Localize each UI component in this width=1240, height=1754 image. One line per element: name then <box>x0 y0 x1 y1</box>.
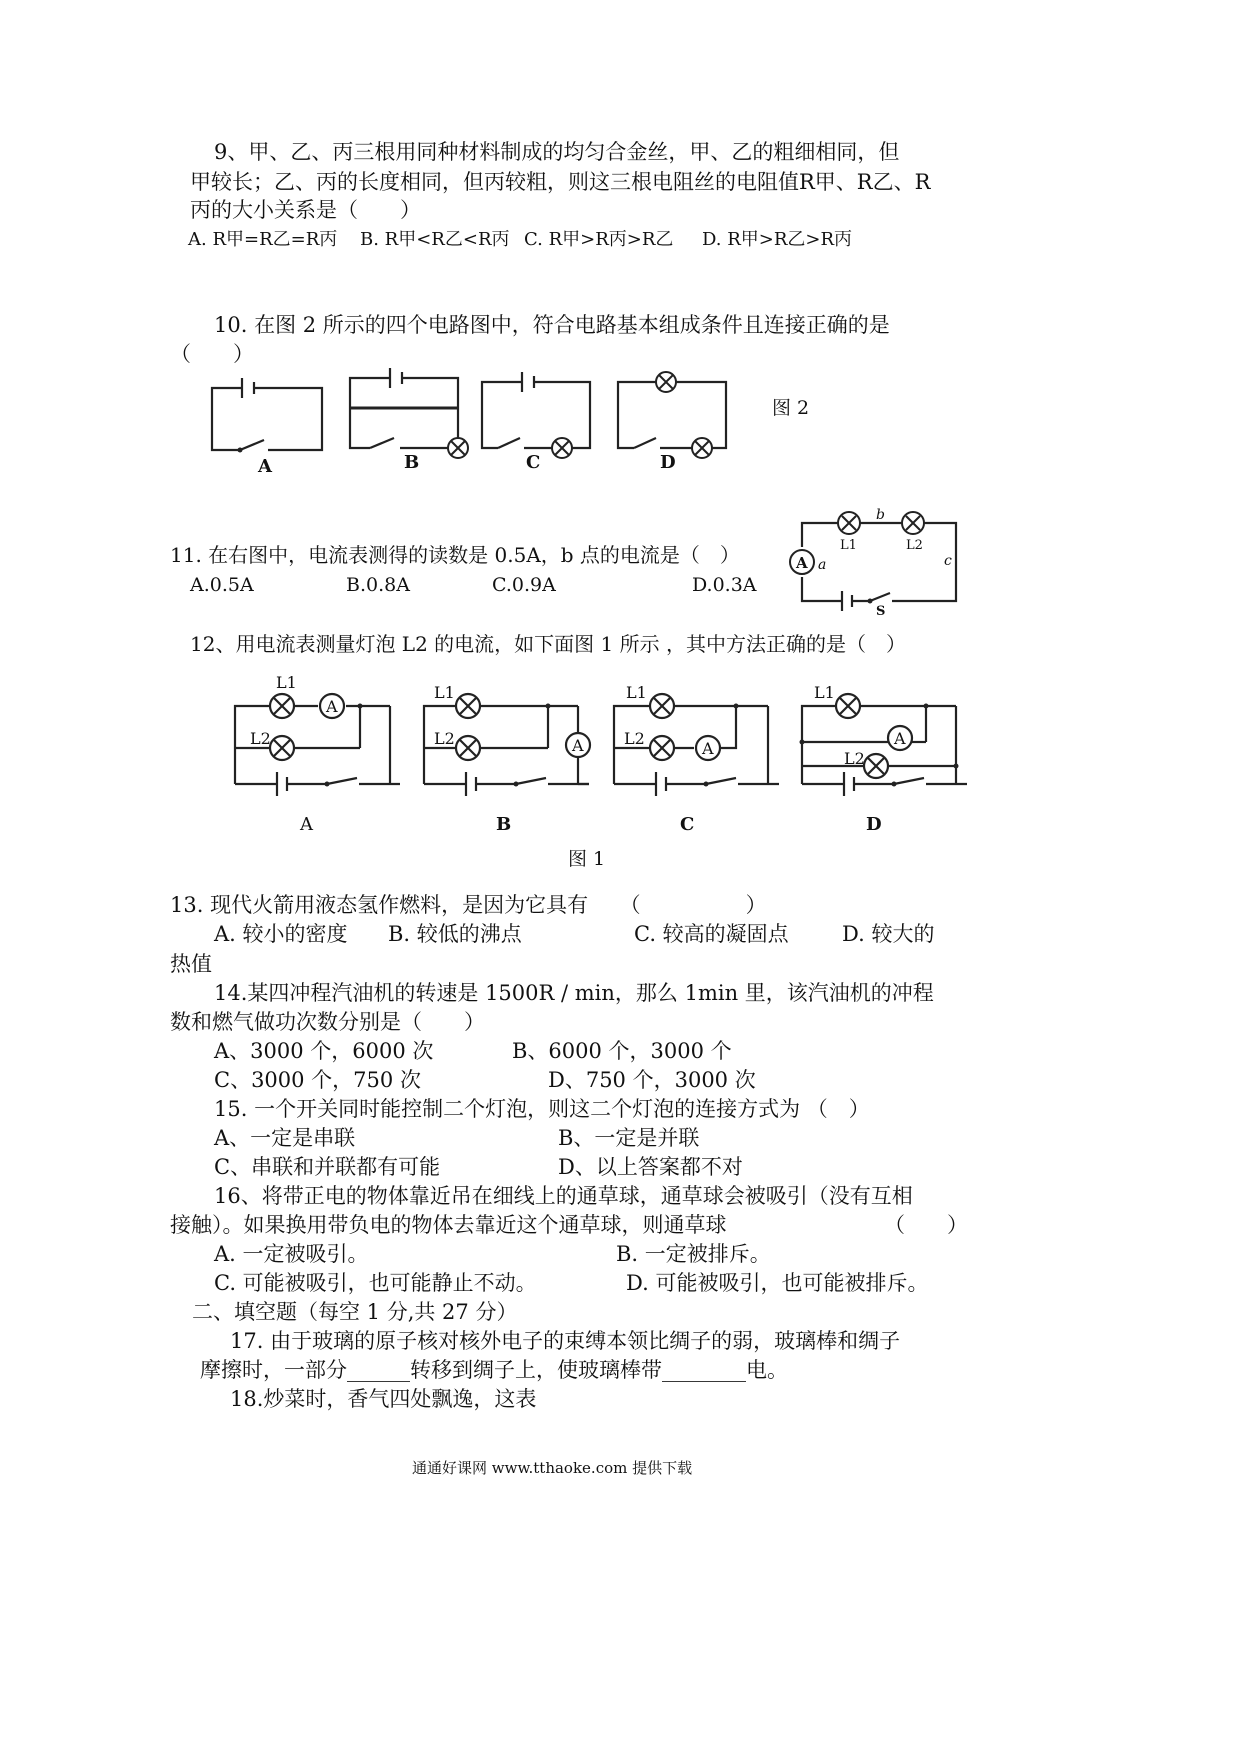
q9-line3: 丙的大小关系是（ ） <box>190 198 421 222</box>
q14-line1: 14.某四冲程汽油机的转速是 1500R / min，那么 1min 里，该汽油机的冲程 <box>214 981 934 1005</box>
q14-option-d: D、750 个，3000 次 <box>548 1068 756 1092</box>
q9-option-b: B. R甲<R乙<R丙 <box>360 229 510 250</box>
fig1-caption: 图 1 <box>568 848 606 870</box>
q14-option-c: C、3000 个，750 次 <box>214 1068 421 1092</box>
q14-option-b: B、6000 个，3000 个 <box>512 1039 732 1063</box>
fig1-d-l1: L1 <box>814 683 835 702</box>
q9-option-c: C. R甲>R丙>R乙 <box>524 229 674 250</box>
q11-lamp-l1: L1 <box>840 538 857 553</box>
q9-option-a: A. R甲=R乙=R丙 <box>188 229 338 250</box>
q11-point-b: b <box>876 507 885 523</box>
q16-answer-paren: （ ） <box>884 1213 968 1237</box>
q10-line2: （ ） <box>170 342 254 366</box>
q13-line-cont: 热值 <box>170 952 212 976</box>
q16-option-d: D. 可能被吸引，也可能被排斥。 <box>626 1271 929 1295</box>
q16-option-c: C. 可能被吸引，也可能静止不动。 <box>214 1271 537 1295</box>
q11-line1: 11. 在右图中，电流表测得的读数是 0.5A，b 点的电流是（ ） <box>170 543 740 567</box>
footer-credit: 通通好课网 www.tthaoke.com 提供下载 <box>412 1459 693 1477</box>
fig2-caption: 图 2 <box>772 397 810 419</box>
fig1-b-l2: L2 <box>434 729 455 748</box>
q17-line1: 17. 由于玻璃的原子核对核外电子的束缚本领比绸子的弱，玻璃棒和绸子 <box>230 1329 901 1353</box>
figure-1-circuits: A L1 L2 L1 L2 L1 L2 L1 L2 A B C D 图 1 <box>220 672 970 872</box>
q16-option-a: A. 一定被吸引。 <box>214 1242 369 1266</box>
q13-option-d: D. 较大的 <box>842 922 935 946</box>
q16-option-b: B. 一定被排斥。 <box>616 1242 771 1266</box>
q16-line2: 接触）。如果换用带负电的物体去靠近这个通草球，则通草球 <box>170 1213 727 1237</box>
fig1-d-l2: L2 <box>844 749 865 768</box>
q13-option-a: A. 较小的密度 <box>214 922 348 946</box>
q14-line2: 数和燃气做功次数分别是（ ） <box>170 1010 485 1034</box>
fig2-label-a: A <box>258 456 272 477</box>
q13-option-b: B. 较低的沸点 <box>388 922 522 946</box>
q11-circuit-diagram <box>780 505 965 617</box>
q11-option-a: A.0.5A <box>190 574 254 596</box>
fig1-label-d: D <box>866 814 882 835</box>
q9-line1: 9、甲、乙、丙三根用同种材料制成的均匀合金丝，甲、乙的粗细相同，但 <box>214 140 900 164</box>
fig2-label-d: D <box>660 452 676 473</box>
fig2-circuit-b <box>350 368 468 458</box>
q15-option-c: C、串联和并联都有可能 <box>214 1155 441 1179</box>
fig1-c-l2: L2 <box>624 729 645 748</box>
fig1-circuit-d <box>800 694 968 796</box>
fig2-label-c: C <box>526 452 541 473</box>
fig2-label-b: B <box>404 452 420 473</box>
q11-switch-s: S <box>876 604 886 619</box>
q11-point-c: c <box>944 553 952 569</box>
fig2-circuit-d <box>618 372 726 458</box>
q16-line1: 16、将带正电的物体靠近吊在细线上的通草球，通草球会被吸引（没有互相 <box>214 1184 913 1208</box>
fig1-c-l1: L1 <box>626 683 647 702</box>
q17-line2: 摩擦时，一部分______转移到绸子上，使玻璃棒带________电。 <box>200 1358 788 1382</box>
fig2-circuit-a <box>212 378 322 453</box>
q15-line1: 15. 一个开关同时能控制二个灯泡，则这二个灯泡的连接方式为 （ ） <box>214 1097 870 1121</box>
fig1-b-l1: L1 <box>434 683 455 702</box>
q15-option-a: A、一定是串联 <box>214 1126 356 1150</box>
q9-option-d: D. R甲>R乙>R丙 <box>702 229 853 250</box>
fig1-label-b: B <box>496 814 512 835</box>
fig1-label-a: A <box>300 814 313 835</box>
q13-option-c: C. 较高的凝固点 <box>634 922 789 946</box>
q13-line1: 13. 现代火箭用液态氢作燃料，是因为它具有 （ ） <box>170 893 767 917</box>
q11-lamp-l2: L2 <box>906 538 923 553</box>
section2-title: 二、填空题（每空 1 分,共 27 分） <box>192 1300 518 1324</box>
q18-line1: 18.炒菜时，香气四处飘逸，这表 <box>230 1387 537 1411</box>
q15-option-b: B、一定是并联 <box>558 1126 700 1150</box>
fig1-label-c: C <box>680 814 695 835</box>
q10-line1: 10. 在图 2 所示的四个电路图中，符合电路基本组成条件且连接正确的是 <box>214 313 890 337</box>
fig1-a-l2: L2 <box>250 729 271 748</box>
q11-option-d: D.0.3A <box>692 574 757 596</box>
fig2-circuit-c <box>482 372 590 458</box>
q15-option-d: D、以上答案都不对 <box>558 1155 743 1179</box>
q11-point-a: a <box>818 557 827 573</box>
q14-option-a: A、3000 个，6000 次 <box>214 1039 434 1063</box>
figure-2-circuits <box>190 370 890 485</box>
q11-option-c: C.0.9A <box>492 574 556 596</box>
q11-ammeter-label: A <box>796 554 808 572</box>
fig1-a-l1: L1 <box>276 673 297 692</box>
q12-line1: 12、用电流表测量灯泡 L2 的电流，如下面图 1 所示 ，其中方法正确的是（ ） <box>190 632 906 656</box>
q9-line2: 甲较长；乙、丙的长度相同，但丙较粗，则这三根电阻丝的电阻值R甲、R乙、R <box>190 170 931 194</box>
q11-option-b: B.0.8A <box>346 574 410 596</box>
